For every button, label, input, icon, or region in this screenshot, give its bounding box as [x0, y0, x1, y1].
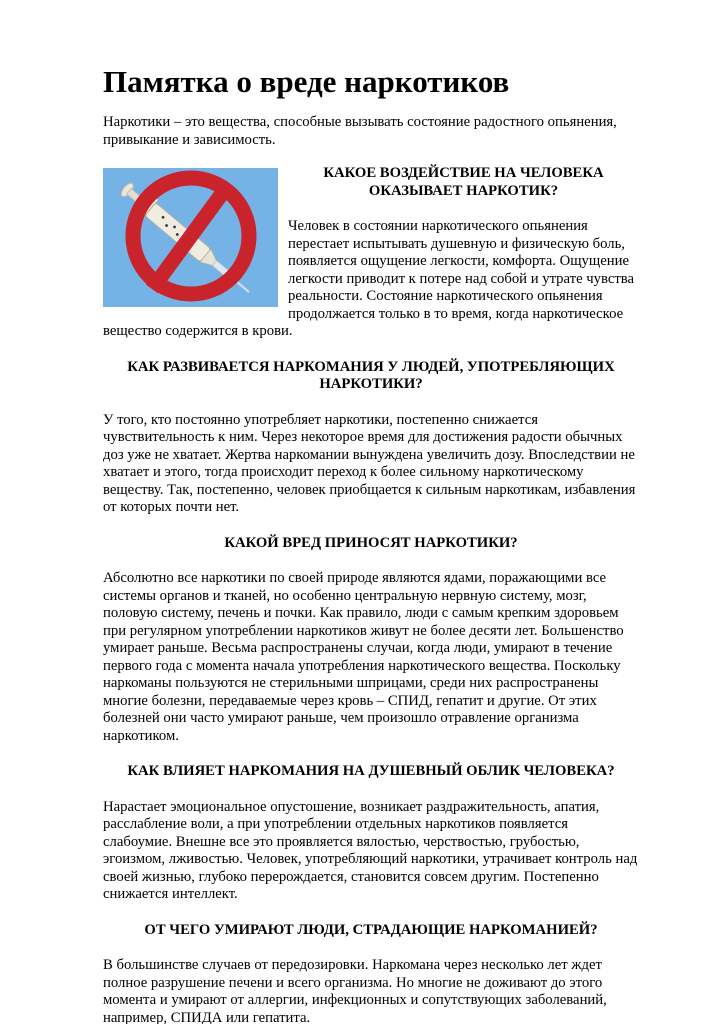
intro-paragraph: Наркотики – это вещества, способные вызывать состояние радостного опьянения, привыкание и зависимость. [103, 114, 617, 148]
section-psyche-body: Нарастает эмоциональное опустошение, возникает раздражительность, апатия, расслабление воли, а при употреблении отдельных наркотиков появляется слабоумие. Внешне все это проявляется вялостью, черствостью, грубостью, эгоизмом, лживостью. Человек, употребляющий наркотики, утрачивает контроль над своей жизнью, глубоко перерождается, становится совсем другим. Постепенно снижается интеллект. [103, 798, 638, 902]
no-drugs-sign-icon [103, 168, 278, 307]
section-psyche-heading: КАК ВЛИЯЕТ НАРКОМАНИЯ НА ДУШЕВНЫЙ ОБЛИК ЧЕЛОВЕКА? [127, 763, 615, 779]
section-effect-heading: КАКОЕ ВОЗДЕЙСТВИЕ НА ЧЕЛОВЕКА ОКАЗЫВАЕТ НАРКОТИК? [323, 165, 604, 199]
section-effect [103, 165, 639, 341]
section-effect-body: Человек в состоянии наркотического опьянения перестает испытывать душевную и физическую боль, появляется ощущение легкости, комфорта. Ощущение легкости приводит к потере над собой и утрате чувства реальности. Состояние наркотического опьянения продолжается только в то время, когда наркотическое вещество содержится в крови. [103, 218, 635, 339]
section-harm-body: Абсолютно все наркотики по своей природе являются ядами, поражающими все системы органов и тканей, но особенно центральную нервную систему, мозг, половую систему, печень и почки. Как правило, люди с самым крепким здоровьем при регулярном употреблении наркотиков живут не более десяти лет. Большенство умирает раньше. Весьма распространены случаи, когда люди, умирают в течение первого года с момента начала употребления наркотического вещества. Поскольку наркоманы пользуются не стерильными шприцами, среди них распространены многие болезни, передаваемые через кровь – СПИД, гепатит и другие. От этих болезней они часто умирают раньше, чем произошло отравление организма наркотиком. [103, 570, 624, 744]
section-development-body: У того, кто постоянно употребляет наркотики, постепенно снижается чувствительность к ним. Через некоторое время для достижения радости обычных доз уже не хватает. Жертва наркомании вынуждена увеличить дозу. Впоследствии не хватает и этого, тогда происходит переход к более сильному наркотическому веществу. Так, постепенно, человек приобщается к сильным наркотикам, избавления от которых почти нет. [103, 411, 636, 515]
no-drugs-image [103, 168, 278, 307]
section-death-body: В большинстве случаев от передозировки. Наркомана через несколько лет ждет полное разрушение печени и всего организма. Но многие не доживают до этого момента и умирают от аллергии, инфекционных и сопутствующих заболеваний, например, СПИДА или гепатита. [103, 957, 607, 1024]
section-harm-heading: КАКОЙ ВРЕД ПРИНОСЯТ НАРКОТИКИ? [224, 534, 518, 551]
section-death-heading: ОТ ЧЕГО УМИРАЮТ ЛЮДИ, СТРАДАЮЩИЕ НАРКОМАНИЕЙ? [144, 921, 598, 938]
page-title: Памятка о вреде наркотиков [103, 64, 510, 99]
section-development-heading: КАК РАЗВИВАЕТСЯ НАРКОМАНИЯ У ЛЮДЕЙ, УПОТРЕБЛЯЮЩИХ НАРКОТИКИ? [127, 358, 615, 392]
